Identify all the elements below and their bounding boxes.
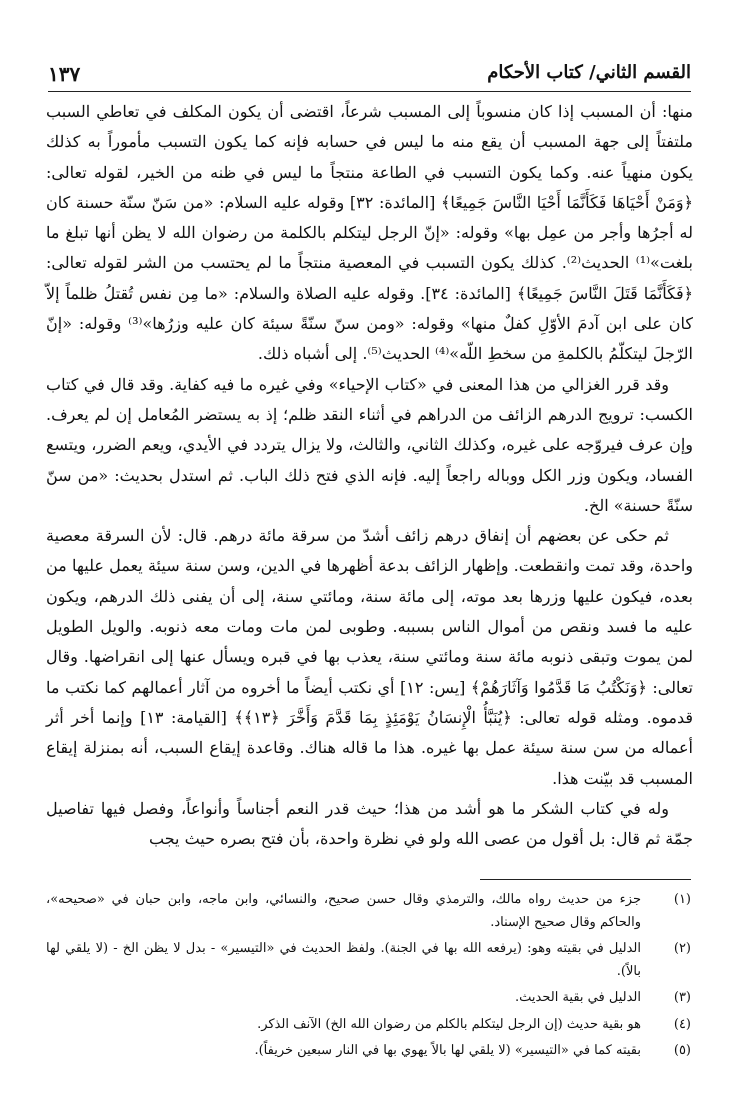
footnote-text: هو بقية حديث (إن الرجل ليتكلم بالكلم من رضوان الله الخ) الآنف الذكر. [257,1016,641,1032]
footnotes-divider [480,879,691,880]
footnote-text: جزء من حديث رواه مالك، والترمذي وقال حسن صحيح، والنسائي، وابن ماجه، وابن حبان في «صحيحه»، والحاكم وقال صحيح الإسناد. [46,892,641,930]
page-number: ١٣٧ [48,62,81,86]
footnote-text: الدليل في بقية الحديث. [515,990,641,1005]
paragraph: منها: أن المسبب إذا كان منسوباً إلى المسبب شرعاً، اقتضى أن يكون المكلف في تعاطي السبب ملتفتاً إلى جهة المسبب أن يقع منه ما ليس في حسابه فإنه كما يكون التسبب مأموراً به كذلك يكون منهياً عنه. وكما يكون التسبب في الطاعة منتجاً ما ليس في ظنه من الخير، لقوله تعالى: ﴿وَمَنْ أَحْيَاهَا فَكَأَنَّمَا أَحْيَا النَّاسَ جَمِيعًا﴾ [المائدة: ٣٢] وقوله عليه السلام: «من سَنّ سنّة حسنة كان له أجرُها وأجر من عمِل بها» وقوله: «إنّ الرجل ليتكلم بالكلمة من رضوان الله لا يظن أنها تبلغ ما بلغت»⁽¹⁾ الحديث⁽²⁾. كذلك يكون التسبب في المعصية منتجاً ما لم يحتسب من الشر لقوله تعالى: ﴿فَكَأَنَّمَا قَتَلَ النَّاسَ جَمِيعًا﴾ [المائدة: ٣٤]. وقوله عليه الصلاة والسلام: «ما مِن نفس تُقتلُ ظلماً إلاّ كان على ابن آدمَ الأوّلِ كفلٌ منها» وقوله: «ومن سنّ سنّةً سيئة كان عليه وزرُها»⁽³⁾ وقوله: «إنّ الرّجلَ ليتكلّمُ بالكلمةِ من سخطِ اللّه»⁽⁴⁾ الحديث⁽⁵⁾. إلى أشباه ذلك. [46,102,694,364]
footnotes [46,889,691,1067]
main-text [46,97,693,854]
footnote-number: (٤) [673,1016,691,1032]
footnote [46,987,691,1010]
footnote-text: بقيته كما في «التيسير» (لا يلقي لها بالاً يهوي بها في النار سبعين خريفاً). [254,1043,641,1058]
footnote [46,938,691,983]
running-title: القسم الثاني/ كتاب الأحكام [487,62,691,83]
footnote [46,1040,691,1063]
header-divider [48,91,691,92]
footnote-text: الدليل في بقيته وهو: (يرفعه الله بها في الجنة). ولفظ الحديث في «التيسير» - بدل لا يظن الخ - (لا يلقي لها بالاً). [46,941,641,979]
paragraph: وقد قرر الغزالي من هذا المعنى في «كتاب الإحياء» وفي غيره ما فيه كفاية. وقد قال في كتاب الكسب: ترويج الدرهم الزائف من الدراهم في أثناء النقد ظلم؛ إذ به يستضر المُعامل إن لم يعرف. وإن عرف فيروّجه على غيره، وكذلك الثاني، والثالث، ولا يزال يتردد في الأيدي، ويعم الضرر، ويتسع الفساد، ويكون وزر الكل ووباله راجعاً إليه. فإنه الذي فتح ذلك الباب. ثم استدل بحديث: «من سنّ سنّةً حسنة» الخ. [46,374,693,515]
page-header [48,60,691,88]
footnote [46,1014,691,1037]
footnote-number: (٣) [673,990,691,1005]
footnote-number: (١) [673,892,691,907]
paragraph: وله في كتاب الشكر ما هو أشد من هذا؛ حيث قدر النعم أجناساً وأنواعاً، وفصل فيها تفاصيل جمّة ثم قال: بل أقول من عصى الله ولو في نظرة واحدة، بأن فتح بصره حيث يجب [46,798,693,849]
footnote-number: (٥) [673,1043,691,1058]
paragraph: ثم حكى عن بعضهم أن إنفاق درهم زائف أشدّ من سرقة مائة درهم. قال: لأن السرقة معصية واحدة، وقد تمت وانقطعت. وإظهار الزائف بدعة أظهرها في الدين، وسن سنة سيئة يعمل عليها من بعده، فيكون عليها وزرها بعد موته، إلى مائة سنة، ومائتي سنة، إلى أن يفنى ذلك الدرهم، ويكون عليه ما فسد ونقص من أموال الناس بسببه. وطوبى لمن مات ومات معه ذنوبه. والويل الطويل لمن يموت وتبقى ذنوبه مائة سنة ومائتي سنة، يعذب بها في قبره ويسأل عنها إلى انقراضها. وقال تعالى: ﴿وَنَكْتُبُ مَا قَدَّمُوا وَآثَارَهُمْ﴾ [يس: ١٢] أي نكتب أيضاً ما أخروه من آثار أعمالهم كما نكتب ما قدموه. ومثله قوله تعالى: ﴿يُنَبَّأُ الْإِنسَانُ يَوْمَئِذٍ بِمَا قَدَّمَ وَأَخَّرَ ﴿١٣﴾﴾ [القيامة: ١٣] وإنما أخر أثر أعماله من سن سنة سيئة عمل بها غيره. هذا ما قاله هناك. وقاعدة إيقاع السبب، أنه بمنزلة إيقاع المسبب قد بيّنت هذا. [46,526,694,788]
footnote-number: (٢) [673,941,691,956]
footnote [46,889,691,934]
